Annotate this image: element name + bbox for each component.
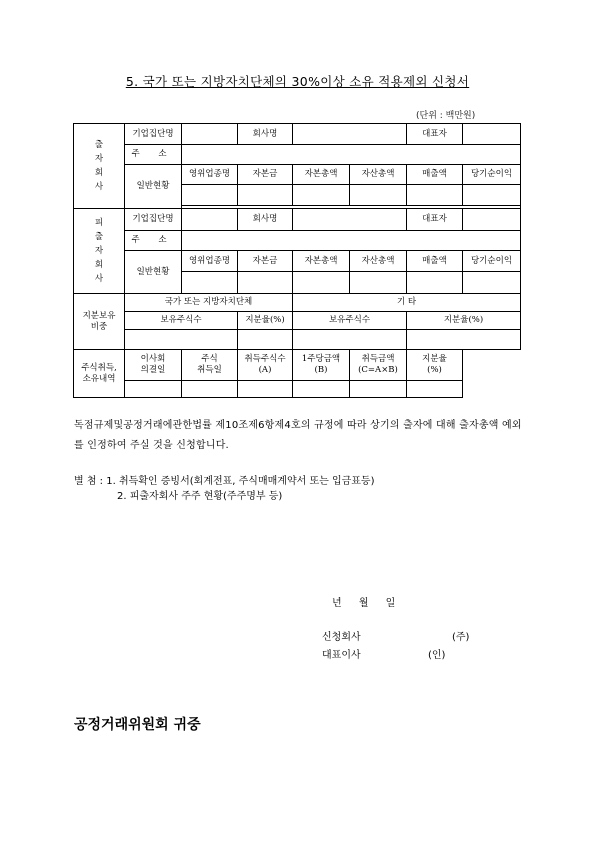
ownership-gov-label: 국가 또는 지방자치단체	[125, 294, 293, 312]
acquisition-value-cell[interactable]	[350, 381, 407, 398]
ownership-gov-ratio-label: 지분율(%)	[238, 312, 293, 330]
acquisition-col-header: 이사회 의결일	[125, 350, 182, 381]
investor-section-label: 출 자 회 사	[74, 124, 125, 209]
investor-company-name-field[interactable]	[293, 124, 407, 145]
investor-col-header: 자산총액	[350, 165, 407, 185]
investee-address-label: 주 소	[125, 231, 182, 251]
acquisition-value-cell[interactable]	[182, 381, 238, 398]
investee-section-label: 피 출 자 회 사	[74, 209, 125, 294]
application-form-table	[73, 123, 521, 398]
unit-label: (단위 : 백만원)	[416, 111, 476, 121]
ownership-other-shares-label: 보유주식수	[293, 312, 407, 330]
acquisition-col-header: 주식 취득일	[182, 350, 238, 381]
investor-value-cell[interactable]	[407, 185, 463, 206]
attachment-line-1	[74, 472, 375, 487]
ownership-other-label: 기 타	[293, 294, 521, 312]
applicant-company-seal: (주)	[452, 632, 470, 643]
acquisition-col-header: 지분율 (%)	[407, 350, 463, 381]
investor-value-cell[interactable]	[463, 185, 521, 206]
investor-col-header: 영위업종명	[182, 165, 238, 185]
investor-value-cell[interactable]	[350, 185, 407, 206]
investee-col-header: 자산총액	[350, 251, 407, 272]
investee-address-field[interactable]	[182, 231, 521, 251]
attachment-item-2: 2. 피출자회사 주주 현황(주주명부 등)	[117, 491, 283, 502]
applicant-company-label: 신청회사	[322, 632, 361, 643]
investee-col-header: 당기순이익	[463, 251, 521, 272]
investee-col-header: 매출액	[407, 251, 463, 272]
investee-ceo-field[interactable]	[463, 209, 521, 231]
ownership-gov-shares-field[interactable]	[125, 330, 238, 350]
investor-company-name-label: 회사명	[238, 124, 293, 145]
investor-col-header: 자본금	[238, 165, 293, 185]
attachment-label: 별 첨 :	[74, 476, 104, 487]
acquisition-value-cell[interactable]	[293, 381, 350, 398]
investee-value-cell[interactable]	[182, 272, 238, 294]
acquisition-col-header: 취득금액 (C=A×B)	[350, 350, 407, 381]
acquisition-value-cell[interactable]	[125, 381, 182, 398]
acquisition-value-cell[interactable]	[407, 381, 463, 398]
investee-company-name-label: 회사명	[238, 209, 293, 231]
investee-value-cell[interactable]	[238, 272, 293, 294]
ceo-seal: (인)	[428, 650, 446, 661]
ceo-label: 대표이사	[322, 650, 361, 661]
acquisition-value-cell[interactable]	[238, 381, 293, 398]
investee-ceo-label: 대표자	[407, 209, 463, 231]
form-title: 5. 국가 또는 지방자치단체의 30%이상 소유 적용제외 신청서	[125, 74, 470, 89]
investor-group-name-field[interactable]	[182, 124, 238, 145]
investor-address-label: 주 소	[125, 145, 182, 165]
investor-ceo-label: 대표자	[407, 124, 463, 145]
investee-value-cell[interactable]	[463, 272, 521, 294]
date-line: 년 월 일	[332, 598, 396, 609]
investee-value-cell[interactable]	[407, 272, 463, 294]
investor-ceo-field[interactable]	[463, 124, 521, 145]
investee-value-cell[interactable]	[293, 272, 350, 294]
investee-group-name-field[interactable]	[182, 209, 238, 231]
ownership-other-ratio-field[interactable]	[407, 330, 521, 350]
acquisition-col-header: 취득주식수 (A)	[238, 350, 293, 381]
application-statement: 독점규제및공정거래에관한법률 제10조제6항제4호의 규정에 따라 상기의 출자에 대해 출자총액 예외를 인정하여 주실 것을 신청합니다.	[74, 420, 522, 451]
investor-general-status-label: 일반현황	[125, 165, 182, 209]
ownership-other-ratio-label: 지분율(%)	[407, 312, 521, 330]
investor-address-field[interactable]	[182, 145, 521, 165]
investee-col-header: 영위업종명	[182, 251, 238, 272]
addressee: 공정거래위원회 귀중	[74, 717, 201, 733]
investee-company-name-field[interactable]	[293, 209, 407, 231]
ownership-other-shares-field[interactable]	[293, 330, 407, 350]
acquisition-section-label: 주식취득, 소유내역	[74, 350, 125, 398]
investee-col-header: 자본총액	[293, 251, 350, 272]
investee-col-header: 자본금	[238, 251, 293, 272]
investor-value-cell[interactable]	[238, 185, 293, 206]
investor-col-header: 당기순이익	[463, 165, 521, 185]
investee-group-name-label: 기업집단명	[125, 209, 182, 231]
investor-col-header: 자본총액	[293, 165, 350, 185]
investor-group-name-label: 기업집단명	[125, 124, 182, 145]
attachment-item-1: 1. 취득확인 증빙서(회계전표, 주식매매계약서 또는 입금표등)	[106, 476, 375, 487]
investor-value-cell[interactable]	[293, 185, 350, 206]
investee-general-status-label: 일반현황	[125, 251, 182, 294]
investor-value-cell[interactable]	[182, 185, 238, 206]
ownership-section-label: 지분보유 비중	[74, 294, 125, 350]
investee-value-cell[interactable]	[350, 272, 407, 294]
ownership-gov-shares-label: 보유주식수	[125, 312, 238, 330]
investor-col-header: 매출액	[407, 165, 463, 185]
acquisition-col-header: 1주당금액 (B)	[293, 350, 350, 381]
ownership-gov-ratio-field[interactable]	[238, 330, 293, 350]
